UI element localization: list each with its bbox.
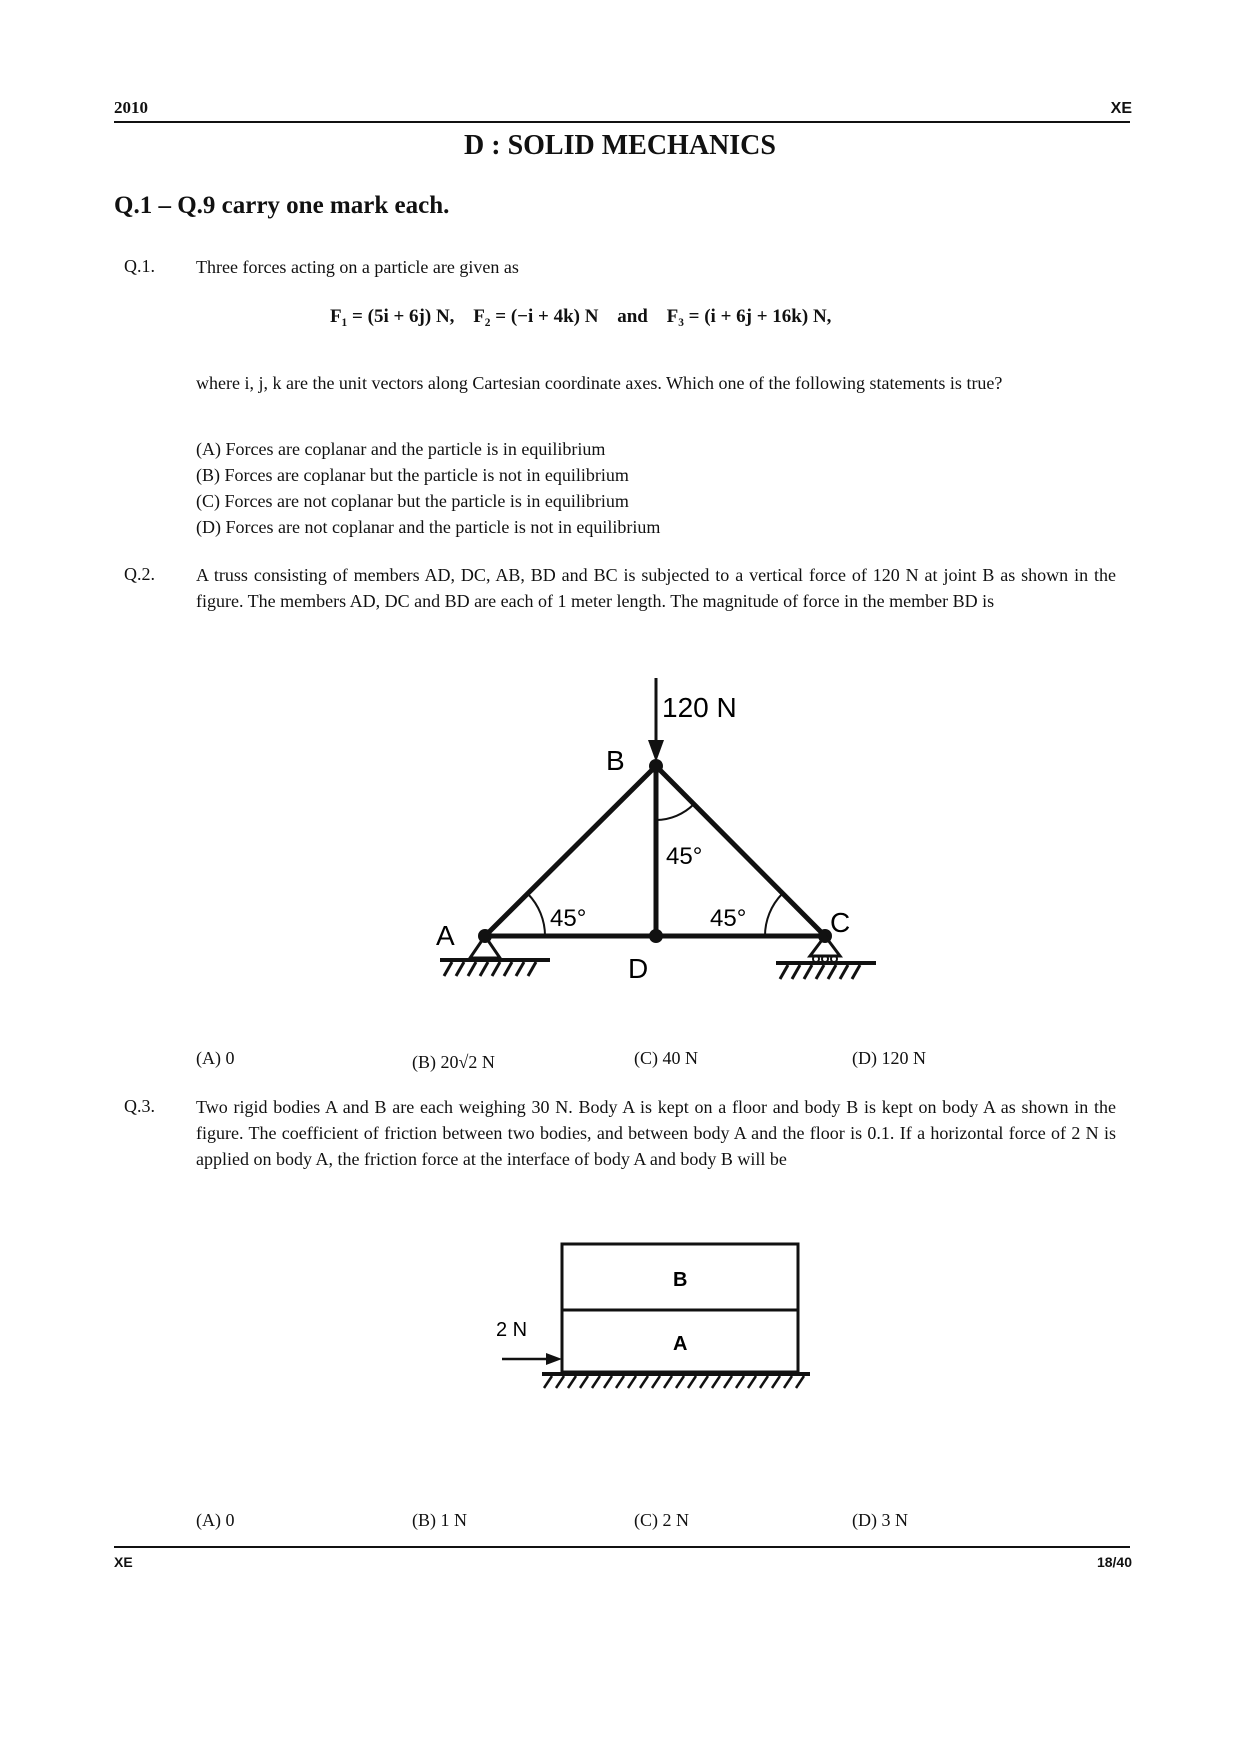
q2-option-c: (C) 40 N [634,1048,698,1068]
section-title: D : SOLID MECHANICS [464,130,776,161]
q2-option-b: (B) 20√2 N [412,1052,495,1072]
q1-and: and [617,306,648,327]
q1-options [196,436,1096,540]
node-label-d: D [628,953,649,984]
q1-number: Q.1. [124,256,155,276]
q3-number: Q.3. [124,1096,155,1116]
joint-d [649,929,663,943]
node-label-c: C [830,907,851,938]
floor-hatch [544,1376,804,1388]
q3-option-a: (A) 0 [196,1510,235,1530]
node-label-a: A [436,920,455,951]
q3-text: Two rigid bodies A and B are each weighing 30 N. Body A is kept on a floor and body B is kept on body A as shown in the figure. The coefficient of friction between two bodies, and between body A and the floor is 0.1. If a horizontal force of 2 N is applied on body A, the friction force at the interface of body A and body B will be [196,1097,1116,1169]
q1-force-f1: F₁ = (5i + 6j) N, [330,306,455,327]
load-arrow-head [648,740,664,762]
header-paper-code: XE [1110,100,1132,117]
q1-equation [330,306,831,328]
q1-text-2: where i, j, k are the unit vectors along Cartesian coordinate axes. Which one of the following statements is true? [196,373,1003,393]
angle-label-a: 45° [550,905,587,932]
block-b-label: B [673,1269,688,1291]
footer-rule [114,1546,1130,1548]
footer-page-number: 18/40 [1096,1554,1132,1570]
angle-arc-c [765,894,782,936]
q2-text: A truss consisting of members AD, DC, AB, BD and BC is subjected to a vertical force of 120 N at joint B as shown in the figure. The members AD, DC and BD are each of 1 meter length. The magnitude of force in the member BD is [196,565,1116,611]
q3-option-d: (D) 3 N [852,1510,908,1530]
marks-heading: Q.1 – Q.9 carry one mark each. [114,192,450,219]
q2-option-d: (D) 120 N [852,1048,926,1068]
block-a-label: A [673,1333,688,1355]
footer-paper-code: XE [114,1554,133,1570]
angle-arc-a [528,894,545,936]
load-label: 120 N [662,692,737,723]
q1-force-f2: F₂ = (−i + 4k) N [473,306,599,327]
header-year: 2010 [114,98,148,117]
q1-text: Three forces acting on a particle are given as [196,257,519,277]
applied-force-label: 2 N [496,1319,528,1341]
q1-option-d: (D) Forces are not coplanar and the particle is not in equilibrium [196,517,661,537]
q2-truss-figure [400,670,900,1010]
q2-number: Q.2. [124,564,155,584]
q1-option-a: (A) Forces are coplanar and the particle is in equilibrium [196,439,606,459]
angle-arc-b [656,804,694,820]
q3-option-c: (C) 2 N [634,1510,689,1530]
node-label-b: B [606,745,625,776]
q1-force-f3: F₃ = (i + 6j + 16k) N, [666,306,832,327]
q1-option-b: (B) Forces are coplanar but the particle is not in equilibrium [196,465,629,485]
angle-label-c: 45° [710,905,747,932]
q2-option-a: (A) 0 [196,1048,235,1068]
q3-blocks-figure [480,1240,820,1420]
q1-option-c: (C) Forces are not coplanar but the particle is in equilibrium [196,491,629,511]
header-rule [114,121,1130,123]
ground-hatch-c [780,965,860,979]
q3-option-b: (B) 1 N [412,1510,467,1530]
applied-force-arrow-head [546,1353,562,1365]
angle-label-b: 45° [666,843,703,870]
ground-hatch-a [444,962,536,976]
